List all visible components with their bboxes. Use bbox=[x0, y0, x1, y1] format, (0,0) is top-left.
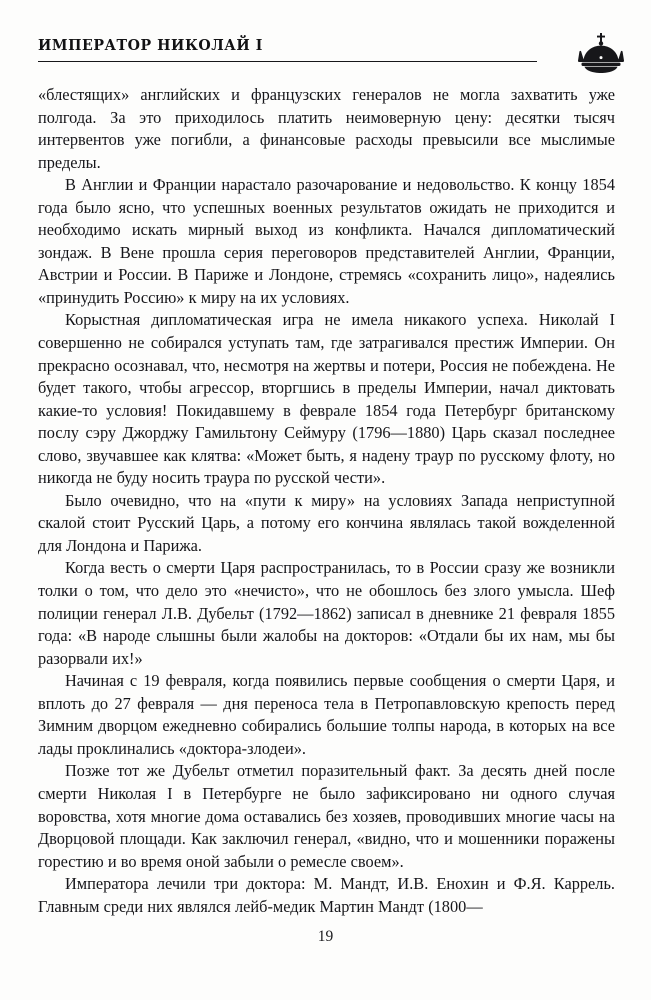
running-head-rule bbox=[38, 61, 537, 62]
paragraph: Позже тот же Дубельт отметил поразительный факт. За десять дней после смерти Николая I в Петербурге не было зафиксировано ни одного случая воровства, хотя многие дома оставались без хозяев, проводивших многие часы на Дворцовой площади. Как заключил генерал, «видно, что и мошенники поражены горестию и во время оной забыли о ремесле своем». bbox=[38, 761, 615, 871]
paragraph: Начиная с 19 февраля, когда появились первые сообщения о смерти Царя, и вплоть до 27 февраля — дня переноса тела в Петропавловскую крепость перед Зимним дворцом ежедневно собирались большие толпы народа, в которых на все лады проклинались «доктора-злодеи». bbox=[38, 671, 615, 758]
imperial-crown-icon bbox=[575, 32, 627, 76]
paragraph: «блестящих» английских и французских генералов не могла захватить уже полгода. За это приходилось платить неимоверную цену: десятки тысяч интервентов уже погибли, а финансовые расходы превысили все мыслимые пределы. bbox=[38, 85, 615, 172]
page-number: 19 bbox=[317, 928, 334, 945]
running-head-title: ИМПЕРАТОР НИКОЛАЙ I bbox=[38, 36, 263, 54]
paragraph: Было очевидно, что на «пути к миру» на условиях Запада неприступной скалой стоит Русский Царь, а потому его кончина являлась такой вожделенной для Лондона и Парижа. bbox=[38, 490, 615, 555]
paragraph: Когда весть о смерти Царя распространилась, то в России сразу же возникли толки о том, что дело это «нечисто», что не обошлось без злого умысла. Шеф полиции генерал Л.В. Дубельт (1792—1862) записал в дневнике 21 февраля 1855 года: «В народе слышны были жалобы на докторов: «Отдали бы их нам, мы бы разорвали их!» bbox=[38, 558, 615, 668]
body-text bbox=[38, 84, 615, 918]
running-head bbox=[38, 36, 613, 76]
paragraph: Императора лечили три доктора: М. Мандт, И.В. Енохин и Ф.Я. Каррель. Главным среди них являлся лейб-медик Мартин Мандт (1800— bbox=[38, 874, 615, 916]
paragraph: В Англии и Франции нарастало разочарование и недовольство. К концу 1854 года было ясно, что успешных военных результатов ожидать не приходится и необходимо искать мирный выход из конфликта. Начался дипломатический зондаж. В Вене прошла серия переговоров представителей Англии, Франции, Австрии и России. В Париже и Лондоне, стремясь «сохранить лицо», надеялись «принудить Россию» к миру на их условиях. bbox=[38, 175, 615, 307]
paragraph: Корыстная дипломатическая игра не имела никакого успеха. Николай I совершенно не собирался уступать там, где затрагивался престиж Империи. Он прекрасно осознавал, что, несмотря на жертвы и потери, Россия не побеждена. Не будет такого, чтобы агрессор, вторгшись в пределы Империи, начал диктовать какие-то условия! Покидавшему в феврале 1854 года Петербург британскому послу сэру Джорджу Гамильтону Сеймуру (1796—1880) Царь сказал последнее слово, звучавшее как клятва: «Может быть, я надену траур по русскому флоту, но никогда не буду носить траура по русской чести». bbox=[38, 310, 615, 488]
